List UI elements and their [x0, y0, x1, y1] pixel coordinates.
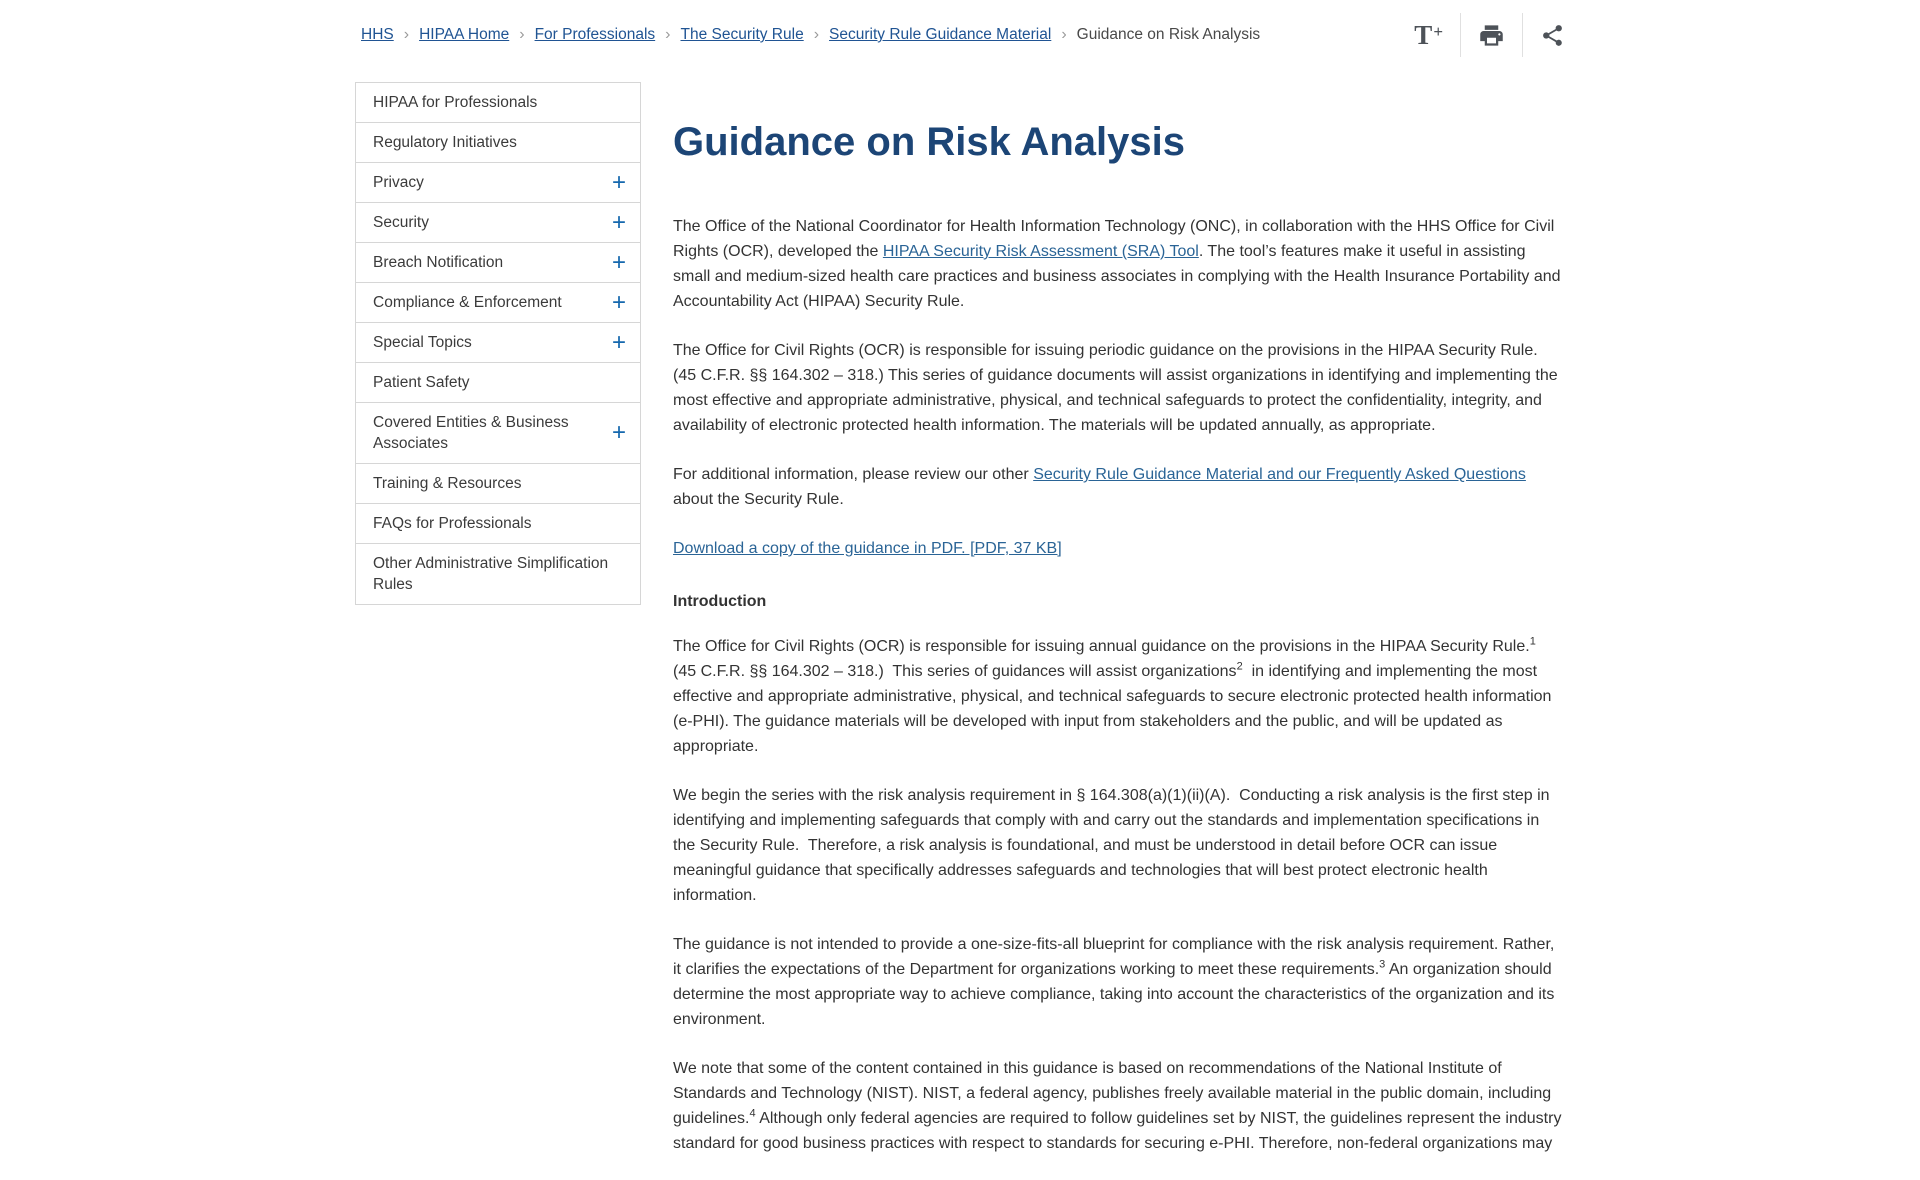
sidebar-item-security[interactable]	[356, 202, 640, 242]
sidebar-item-label: Compliance & Enforcement	[373, 294, 562, 311]
expand-plus-icon[interactable]: +	[611, 419, 626, 446]
sidebar-item-faqs-for-professionals[interactable]	[356, 503, 640, 543]
text-run: For additional information, please review our other	[673, 466, 1034, 483]
section-heading: Introduction	[673, 593, 767, 610]
print-icon	[1478, 22, 1505, 49]
breadcrumb-separator-icon: ›	[519, 26, 525, 43]
breadcrumb	[355, 26, 1260, 44]
breadcrumb-separator-icon: ›	[1061, 26, 1067, 43]
sidebar-item-breach-notification[interactable]	[356, 242, 640, 282]
text-size-button[interactable]	[1414, 19, 1443, 50]
paragraph	[673, 462, 1565, 512]
toolbar-divider	[1522, 13, 1523, 57]
text-run: We note that some of the content contained in this guidance is based on recommendations of the National Institute of Standards and Technology (NIST). NIST, a federal agency, publishes freely available material in the public domain, including guidelines.	[673, 1060, 1556, 1127]
expand-plus-icon[interactable]: +	[611, 328, 626, 356]
sidebar-item-label: Breach Notification	[373, 254, 504, 271]
sidebar-item-other-administrative-simplification-rules[interactable]	[356, 543, 640, 604]
breadcrumb-link-the-security-rule[interactable]: The Security Rule	[680, 26, 804, 43]
footnote-ref: 3	[1379, 958, 1386, 971]
text-run: about the Security Rule.	[673, 466, 1531, 508]
footnote-ref: 2	[1236, 660, 1243, 673]
sidebar-item-label: Regulatory Initiatives	[373, 134, 517, 151]
sidebar-item-label: FAQs for Professionals	[373, 515, 532, 532]
paragraph	[673, 1056, 1565, 1156]
text-run: (45 C.F.R. §§ 164.302 – 318.) This series of guidances will assist organizations	[673, 638, 1545, 680]
sidebar-item-label: Special Topics	[373, 334, 472, 351]
inline-link[interactable]: Security Rule Guidance Material and our Frequently Asked Questions	[1033, 466, 1526, 483]
inline-link[interactable]: Download a copy of the guidance in PDF. [PDF, 37 KB]	[673, 540, 1062, 557]
sidebar-item-label: Covered Entities & Business Associates	[373, 414, 569, 452]
breadcrumb-current: Guidance on Risk Analysis	[1076, 26, 1261, 43]
print-button[interactable]	[1478, 22, 1505, 49]
breadcrumb-separator-icon: ›	[813, 26, 820, 43]
sidebar-item-label: Security	[373, 214, 429, 231]
sidebar-item-label: HIPAA for Professionals	[373, 94, 538, 111]
share-button[interactable]	[1540, 23, 1565, 48]
page-tools	[1414, 12, 1565, 58]
sidebar-item-patient-safety[interactable]	[356, 362, 640, 402]
text-size-icon: T+	[1414, 19, 1443, 50]
paragraph	[673, 634, 1565, 759]
breadcrumb-link-hipaa-home[interactable]: HIPAA Home	[419, 26, 510, 43]
sidebar-item-hipaa-for-professionals[interactable]	[356, 83, 640, 122]
sidebar-item-compliance-enforcement[interactable]	[356, 282, 640, 322]
sidebar-item-regulatory-initiatives[interactable]	[356, 122, 640, 162]
footnote-ref: 1	[1529, 635, 1536, 648]
expand-plus-icon[interactable]: +	[611, 248, 626, 276]
breadcrumb-link-hhs[interactable]: HHS	[361, 26, 394, 43]
expand-plus-icon[interactable]: +	[611, 168, 626, 196]
text-run: We begin the series with the risk analysis requirement in § 164.308(a)(1)(ii)(A). Conducting a risk analysis is the first step in identifying and implementing safeguards that comply with and carry out the standards and implementation specifications in the Security Rule. Therefore, a risk analysis is foundational, and must be understood in detail before OCR can issue meaningful guidance that specifically addresses safeguards and technologies that will best protect electronic health information.	[673, 787, 1554, 904]
expand-plus-icon[interactable]: +	[611, 208, 626, 236]
text-run: in identifying and implementing the most effective and appropriate administrative, physical, and technical safeguards to secure electronic protected health information (e-PHI). The guidance materials will be developed with input from stakeholders and the public, and will be updated as appropriate.	[673, 663, 1556, 755]
breadcrumb-separator-icon: ›	[665, 26, 671, 43]
sidebar-item-special-topics[interactable]	[356, 322, 640, 362]
share-icon	[1540, 23, 1565, 48]
sidebar-item-label: Other Administrative Simplification Rules	[373, 555, 609, 593]
paragraph	[673, 932, 1565, 1032]
paragraph	[673, 214, 1565, 314]
sidebar-item-label: Patient Safety	[373, 374, 470, 391]
expand-plus-icon[interactable]: +	[611, 288, 626, 316]
paragraph	[673, 536, 1565, 561]
article-body	[673, 214, 1565, 1156]
sidebar-item-label: Privacy	[373, 174, 424, 191]
toolbar-divider	[1460, 13, 1461, 57]
text-run: An organization should determine the most appropriate way to achieve compliance, taking into account the characteristics of the organization and its environment.	[673, 961, 1559, 1028]
text-run: The Office for Civil Rights (OCR) is responsible for issuing annual guidance on the provisions in the HIPAA Security Rule.	[673, 638, 1530, 655]
footnote-ref: 4	[749, 1107, 756, 1120]
breadcrumb-link-for-professionals[interactable]: For Professionals	[534, 26, 656, 43]
sidebar-item-privacy[interactable]	[356, 162, 640, 202]
sidebar-nav	[355, 82, 641, 605]
top-bar	[355, 0, 1565, 70]
breadcrumb-separator-icon: ›	[403, 26, 410, 43]
sidebar-item-covered-entities-business-associates[interactable]	[356, 402, 640, 463]
page-title: Guidance on Risk Analysis	[673, 120, 1186, 164]
breadcrumb-link-security-rule-guidance-material[interactable]: Security Rule Guidance Material	[829, 26, 1052, 43]
sidebar-item-training-resources[interactable]	[356, 463, 640, 503]
page-container	[355, 0, 1565, 1180]
text-run: The Office of the National Coordinator for Health Information Technology (ONC), in collaboration with the HHS Office for Civil Rights (OCR), developed the	[673, 218, 1559, 260]
main-content	[673, 82, 1565, 1180]
inline-link[interactable]: HIPAA Security Risk Assessment (SRA) Tool	[882, 243, 1199, 260]
text-run: Although only federal agencies are required to follow guidelines set by NIST, the guidelines represent the industry standard for good business practices with respect to standards for securing e-PHI. Therefore, non-federal organizations may	[673, 1110, 1566, 1152]
text-run: The Office for Civil Rights (OCR) is responsible for issuing periodic guidance on the provisions in the HIPAA Security Rule. (45 C.F.R. §§ 164.302 – 318.) This series of guidance documents will assist organizations in identifying and implementing the most effective and appropriate administrative, physical, and technical safeguards to protect the confidentiality, integrity, and availability of electronic protected health information. The materials will be updated annually, as appropriate.	[673, 342, 1563, 434]
sidebar-item-label: Training & Resources	[373, 475, 522, 492]
content-layout	[355, 82, 1565, 1180]
paragraph	[673, 783, 1565, 908]
text-run: The guidance is not intended to provide a one-size-fits-all blueprint for compliance with the risk analysis requirement. Rather, it clarifies the expectations of the Department for organizations working to meet these requirements.	[673, 936, 1559, 978]
text-run: . The tool’s features make it useful in assisting small and medium-sized health care practices and business associates in complying with the Health Insurance Portability and Accountability Act (HIPAA) Security Rule.	[673, 243, 1565, 310]
paragraph	[673, 338, 1565, 438]
